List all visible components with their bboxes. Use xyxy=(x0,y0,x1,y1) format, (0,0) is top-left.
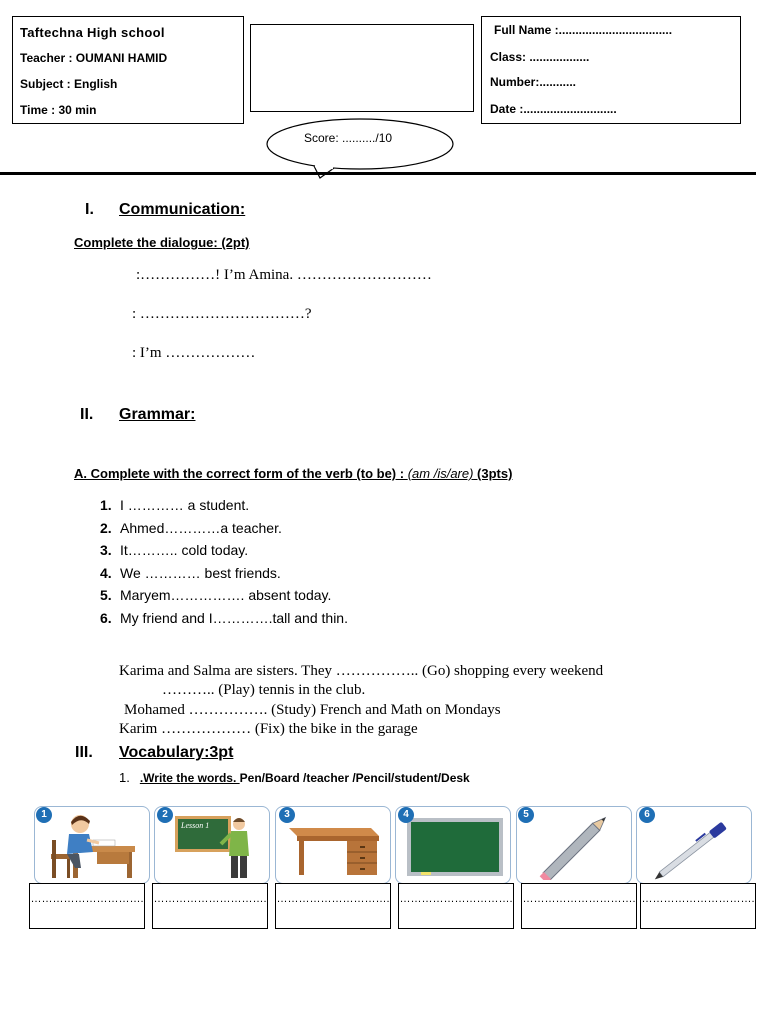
date-field[interactable]: Date :............................ xyxy=(490,102,617,116)
section1-title: Communication: xyxy=(119,201,246,218)
student-at-desk-icon xyxy=(37,810,147,880)
dialogue-line-2[interactable]: : ……………………………? xyxy=(132,306,312,322)
pencil-icon xyxy=(520,810,630,880)
item-text: I ………… a student. xyxy=(120,497,250,513)
section2-number: II. xyxy=(80,406,94,423)
school-name: Taftechna High school xyxy=(20,25,165,40)
dialogue-line-1[interactable]: :……………! I’m Amina. ……………………… xyxy=(136,267,432,283)
verb-paragraph-line-1[interactable]: Karima and Salma are sisters. They …………….. (Go) shopping every weekend xyxy=(119,663,604,679)
vocab-task-number: 1. xyxy=(119,770,130,785)
item-number: 4. xyxy=(100,565,112,581)
item-number: 6. xyxy=(100,610,112,626)
picture-badge-2: 2 xyxy=(157,807,173,823)
grammar-points: (3pts) xyxy=(473,466,513,481)
section1-number: I. xyxy=(85,201,94,218)
answer-box-2[interactable]: …………………………. xyxy=(152,883,268,929)
grammar-item[interactable] xyxy=(100,497,249,513)
stamp-box xyxy=(250,24,474,112)
grammar-instruction xyxy=(74,466,512,481)
answer-box-3[interactable]: …………………………. xyxy=(275,883,391,929)
section1-instruction: Complete the dialogue: (2pt) xyxy=(74,235,250,250)
verb-paragraph-line-3[interactable]: Mohamed ……………. (Study) French and Math on Mondays xyxy=(124,702,501,718)
teacher-name: Teacher : OUMANI HAMID xyxy=(20,51,168,65)
picture-badge-4: 4 xyxy=(398,807,414,823)
vocab-task xyxy=(119,770,470,785)
class-field[interactable]: Class: .................. xyxy=(490,50,590,64)
picture-badge-6: 6 xyxy=(639,807,655,823)
vocab-task-label: .Write the words. xyxy=(139,771,240,785)
item-text: Ahmed…………a teacher. xyxy=(120,520,282,536)
item-number: 1. xyxy=(100,497,112,513)
grammar-item[interactable] xyxy=(100,565,281,581)
dialogue-line-3[interactable]: : I’m ……………… xyxy=(132,345,256,361)
grammar-item[interactable] xyxy=(100,542,248,558)
answer-box-4[interactable]: …………………………. xyxy=(398,883,514,929)
number-field[interactable]: Number:........... xyxy=(490,75,577,89)
section2-title: Grammar: xyxy=(119,406,196,423)
pen-icon xyxy=(640,810,750,880)
answer-box-6[interactable]: …………………………. xyxy=(640,883,756,929)
answer-box-1[interactable]: …………………………. xyxy=(29,883,145,929)
grammar-item[interactable] xyxy=(100,610,348,626)
item-number: 3. xyxy=(100,542,112,558)
desk-icon xyxy=(279,810,389,880)
full-name-field[interactable]: Full Name :.................................. xyxy=(494,23,673,37)
item-text: My friend and I………….tall and thin. xyxy=(120,610,348,626)
grammar-instruction-text: A. Complete with the correct form of the verb (to be) : xyxy=(74,466,408,481)
item-number: 5. xyxy=(100,587,112,603)
grammar-verb-hint: (am /is/are) xyxy=(407,466,474,481)
board-icon xyxy=(399,810,509,880)
verb-paragraph-line-4[interactable]: Karim ……………… (Fix) the bike in the garage xyxy=(119,721,418,737)
grammar-item[interactable] xyxy=(100,520,282,536)
item-number: 2. xyxy=(100,520,112,536)
vocab-word-bank: Pen/Board /teacher /Pencil/student/Desk xyxy=(239,771,470,785)
section3-number: III. xyxy=(75,744,93,761)
teacher-board-icon xyxy=(157,810,267,880)
picture-badge-3: 3 xyxy=(279,807,295,823)
section3-title: Vocabulary:3pt xyxy=(119,744,234,761)
time: Time : 30 min xyxy=(20,103,97,117)
item-text: Maryem……………. absent today. xyxy=(120,587,332,603)
answer-box-5[interactable]: …………………………. xyxy=(521,883,637,929)
grammar-item[interactable] xyxy=(100,587,331,603)
item-text: We ………… best friends. xyxy=(120,565,281,581)
subject: Subject : English xyxy=(20,77,118,91)
header-divider xyxy=(0,172,756,175)
student-info-box xyxy=(481,16,741,124)
lesson-board-text: Lesson 1 xyxy=(181,821,210,830)
school-info-box xyxy=(12,16,244,124)
verb-paragraph-line-2[interactable]: ……….. (Play) tennis in the club. xyxy=(162,682,366,698)
picture-badge-5: 5 xyxy=(518,807,534,823)
picture-badge-1: 1 xyxy=(36,807,52,823)
score: Score: ........../10 xyxy=(304,131,393,145)
item-text: It……….. cold today. xyxy=(120,542,249,558)
